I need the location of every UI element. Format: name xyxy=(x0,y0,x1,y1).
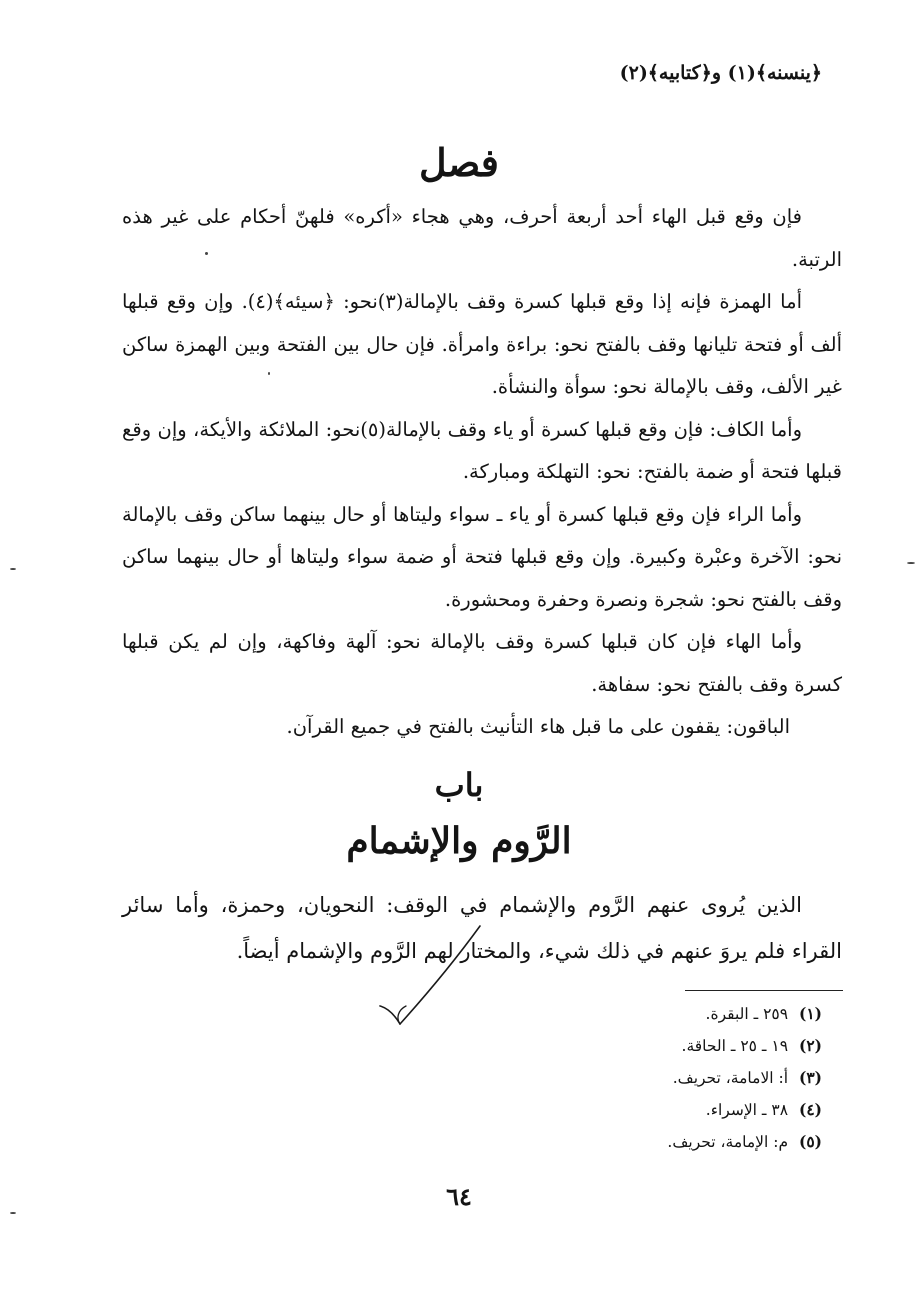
scan-speck xyxy=(205,252,208,255)
footnote-text: م: الإمامة، تحريف. xyxy=(667,1133,789,1151)
chapter-label: باب xyxy=(434,766,484,804)
page-number: ٦٤ xyxy=(446,1182,472,1211)
handwritten-pen-mark xyxy=(376,922,486,1034)
footnote-item xyxy=(522,1062,822,1094)
section-paragraph-1: فإن وقع قبل الهاء أحد أربعة أحرف، وهي هجاء «أكره» فلهنّ أحكام على غير هذه الرتبة. xyxy=(122,205,842,271)
running-header: ﴿ينسنه﴾(١) و﴿كتابيه﴾(٢) xyxy=(619,62,822,84)
footnote-divider xyxy=(685,990,843,991)
footnote-number: (٤) xyxy=(798,1100,822,1119)
footnote-text: ٣٨ ـ الإسراء. xyxy=(705,1101,789,1119)
footnote-number: (٢) xyxy=(798,1036,822,1055)
scan-speck xyxy=(10,568,16,570)
footnote-number: (٥) xyxy=(798,1132,822,1151)
section-paragraph-6: الباقون: يقفون على ما قبل هاء التأنيث بالفتح في جميع القرآن. xyxy=(286,715,790,738)
footnote-text: أ: الامامة، تحريف. xyxy=(672,1069,789,1087)
footnotes xyxy=(522,998,822,1158)
footnote-item xyxy=(522,1126,822,1158)
footnote-item xyxy=(522,998,822,1030)
section-body xyxy=(122,196,842,749)
section-title: فصل xyxy=(419,140,499,185)
footnote-item xyxy=(522,1094,822,1126)
section-paragraph-3: وأما الكاف: فإن وقع قبلها كسرة أو ياء وقف بالإمالة(٥)نحو: الملائكة والأيكة، وإن وقع قبلها فتحة أو ضمة بالفتح: نحو: التهلكة ومباركة. xyxy=(122,417,842,483)
scan-speck xyxy=(907,562,915,564)
scan-speck xyxy=(268,372,270,375)
chapter-paragraph: الذين يُروى عنهم الرَّوم والإشمام في الوقف: النحويان، وحمزة، وأما سائر القراء فلم يروَ عنهم في ذلك شيء، والمختار لهم الرَّوم والإشمام أيضاً. xyxy=(122,893,842,963)
footnote-item xyxy=(522,1030,822,1062)
section-paragraph-2: أما الهمزة فإنه إذا وقع قبلها كسرة وقف بالإمالة(٣)نحو: ﴿سيئه﴾(٤). وإن وقع قبلها ألف أو فتحة تليانها وقف بالفتح نحو: براءة وامرأة. فإن حال بين الفتحة وبين الهمزة ساكن غير الألف، وقف بالإمالة نحو: سوأة والنشأة. xyxy=(122,290,842,398)
footnote-number: (٣) xyxy=(798,1068,822,1087)
section-paragraph-4: وأما الراء فإن وقع قبلها كسرة أو ياء ـ سواء وليتاها أو حال بينهما ساكن وقف بالإمالة نحو: الآخرة وعبْرة وكبيرة. وإن وقع قبلها فتحة أو ضمة سواء وليتاها أو حال بينهما ساكن وقف بالفتح نحو: شجرة ونصرة وحفرة ومحشورة. xyxy=(122,502,842,611)
section-paragraph-5: وأما الهاء فإن كان قبلها كسرة وقف بالإمالة نحو: آلهة وفاكهة، وإن لم يكن قبلها كسرة وقف بالفتح نحو: سفاهة. xyxy=(122,630,842,696)
chapter-title: الرَّوم والإشمام xyxy=(346,820,572,862)
footnote-text: ١٩ ـ ٢٥ ـ الحاقة. xyxy=(681,1037,789,1055)
scan-speck xyxy=(10,1212,16,1214)
footnote-text: ٢٥٩ ـ البقرة. xyxy=(705,1005,789,1023)
footnote-number: (١) xyxy=(798,1004,822,1023)
